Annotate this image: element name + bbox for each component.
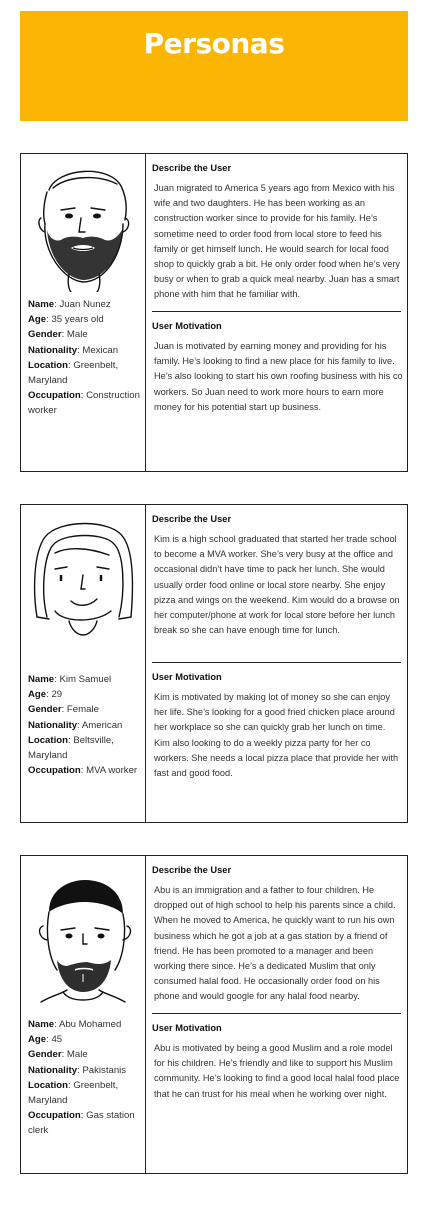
persona-info	[28, 672, 141, 778]
persona-card	[20, 504, 408, 823]
persona-profile-column	[21, 856, 146, 1173]
field-label: Name	[28, 299, 55, 310]
persona-occupation-row	[28, 388, 141, 418]
field-label: Gender	[28, 704, 62, 716]
section-divider	[152, 662, 401, 663]
persona-occupation-row	[28, 763, 141, 778]
field-label: Age	[28, 1034, 47, 1046]
field-label: Occupation	[28, 1110, 81, 1122]
persona-gender-row	[28, 702, 141, 717]
persona-gender-row	[28, 327, 141, 342]
describe-user-heading: Describe the User	[152, 865, 232, 875]
persona-age-row	[28, 687, 141, 702]
persona-details-column	[146, 154, 407, 471]
field-value: : Pakistanis	[77, 1064, 127, 1076]
field-label: Name	[28, 1019, 55, 1030]
field-value: : Greenbelt, Maryland	[28, 1079, 119, 1107]
section-divider	[152, 1013, 401, 1014]
persona-nationality-row	[28, 1063, 141, 1078]
user-motivation-text: Kim is motivated by making lot of money so she can enjoy her life. She’s looking for a good fried chicken place around her workplace so she can quickly grab her lunch on time. Kim also looking to do a weekly pizza party for her co workers. She needs a local pizza place that provide her with fast and good food.	[154, 692, 399, 779]
persona-location-row	[28, 358, 141, 388]
field-label: Occupation	[28, 765, 81, 777]
persona-age-row	[28, 1032, 141, 1047]
persona-details-column	[146, 856, 407, 1173]
user-motivation-text: Abu is motivated by being a good Muslim and a role model for his children. He’s friendly and like to support his Muslim community. He’s looking to find a good local halal food place that he can trust for his meal when he working over night.	[154, 1043, 400, 1099]
user-motivation-heading: User Motivation	[152, 321, 222, 331]
persona-name-row	[28, 1017, 141, 1032]
field-value: : American	[77, 719, 123, 731]
persona-nationality-row	[28, 718, 141, 733]
persona-name-row	[28, 672, 141, 687]
field-value: : Male	[61, 1049, 88, 1061]
field-label: Gender	[28, 1049, 62, 1061]
field-value: : Beltsville, Maryland	[28, 734, 114, 762]
persona-details-column	[146, 505, 407, 822]
persona-location-row	[28, 1078, 141, 1108]
persona-gender-row	[28, 1047, 141, 1062]
field-label: Location	[28, 359, 68, 371]
user-motivation-heading: User Motivation	[152, 672, 222, 682]
field-value: : Construction worker	[28, 390, 140, 417]
bearded-man-sketch-icon	[27, 162, 139, 292]
describe-user-text: Juan migrated to America 5 years ago from Mexico with his wife and two daughters. He has been working as an construction worker since to provide for his family. He’s sometime need to order food from local store to feed his family or get himself lunch. He would search for local food shop to quickly grab a bit. He only order food when he’s very busy or when to grab a quick meal nearby. Juan has a smart phone with him that he familiar with.	[154, 183, 400, 300]
persona-card	[20, 153, 408, 472]
field-value: : Mexican	[77, 344, 119, 356]
field-label: Nationality	[28, 1064, 78, 1076]
field-value: : 29	[46, 689, 63, 701]
field-value: : Gas station clerk	[28, 1110, 135, 1137]
field-value: : Juan Nunez	[54, 299, 111, 310]
persona-nationality-row	[28, 343, 141, 358]
describe-user-text: Kim is a high school graduated that started her trade school to become a MVA worker. She’s very busy at the office and occasional didn’t have time to pack her lunch. She would usually order food online or local store nearby. She enjoy pizza and wings on the weekend. Kim would do a browse on her computer/phone at work for local store before her lunch break so she can have enough time for lunch.	[154, 534, 400, 636]
persona-age-row	[28, 312, 141, 327]
woman-sketch-icon	[27, 513, 139, 643]
field-label: Gender	[28, 329, 62, 341]
field-value: : MVA worker	[80, 765, 138, 777]
section-divider	[152, 311, 401, 312]
persona-location-row	[28, 733, 141, 763]
page-title: Personas	[143, 27, 285, 60]
persona-card	[20, 855, 408, 1174]
field-label: Name	[28, 674, 55, 685]
field-value: : Kim Samuel	[54, 674, 112, 685]
field-value: : Male	[61, 329, 88, 341]
field-label: Nationality	[28, 344, 78, 356]
persona-info	[28, 297, 141, 419]
describe-user-heading: Describe the User	[152, 163, 232, 173]
persona-profile-column	[21, 154, 146, 471]
user-motivation-heading: User Motivation	[152, 1023, 222, 1033]
field-value: : Female	[61, 704, 99, 716]
field-label: Location	[28, 1079, 68, 1091]
persona-name-row	[28, 297, 141, 312]
field-label: Age	[28, 314, 47, 326]
field-value: : Abu Mohamed	[54, 1019, 122, 1030]
field-label: Occupation	[28, 390, 81, 402]
describe-user-text: Abu is an immigration and a father to four children. He dropped out of high school to help his parents since a child. When he moved to America, he quickly want to run his own business which he got a job at a gas station by a friend of friend. He has been promoted to a manager and been working there since. He’s a dedicated Muslim that only consumed halal food. He occasionally order food on his phone and would google for any halal food nearby.	[154, 885, 396, 1002]
persona-occupation-row	[28, 1108, 141, 1138]
user-motivation-text: Juan is motivated by earning money and providing for his family. He’s looking to find a new place for his family to live. He’s also looking to start his own roofing business with his co workers. So Juan need to work more hours to earn more money for his potential start up business.	[154, 341, 403, 412]
describe-user-heading: Describe the User	[152, 514, 232, 524]
field-value: : 45	[46, 1034, 63, 1046]
field-label: Nationality	[28, 719, 78, 731]
page-header	[20, 11, 408, 121]
field-label: Location	[28, 734, 68, 746]
field-label: Age	[28, 689, 47, 701]
persona-profile-column	[21, 505, 146, 822]
man-with-cap-sketch-icon	[27, 874, 139, 1004]
field-value: : Greenbelt, Maryland	[28, 359, 119, 387]
field-value: : 35 years old	[46, 314, 104, 326]
persona-info	[28, 1017, 141, 1139]
